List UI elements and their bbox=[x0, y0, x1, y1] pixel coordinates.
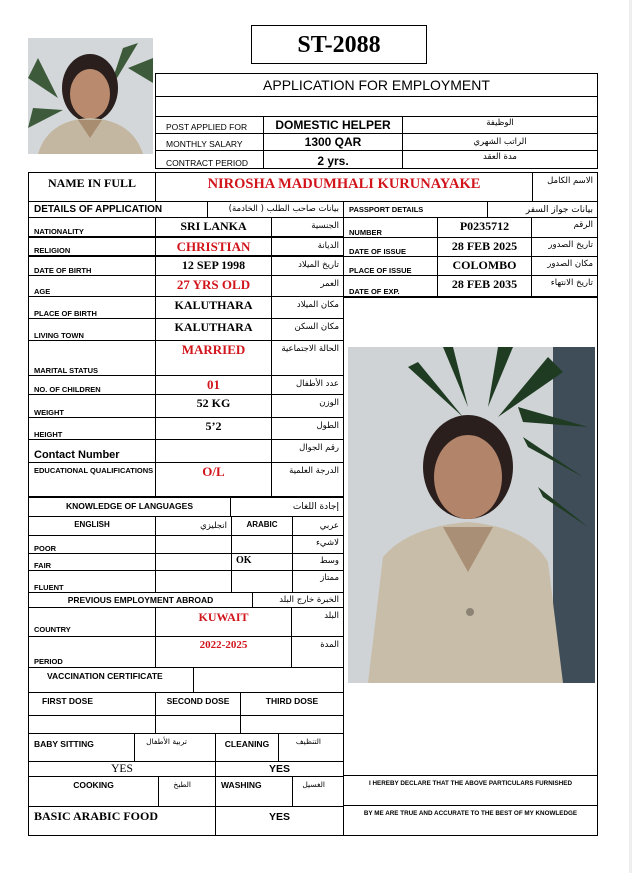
passport-row-value bbox=[437, 275, 532, 297]
row-label-text: PLACE OF BIRTH bbox=[34, 309, 97, 318]
level-label-text: FAIR bbox=[34, 561, 52, 570]
row-ar-text: الوزن bbox=[319, 398, 339, 408]
passport-ar-text: الرقم bbox=[573, 220, 593, 230]
application-row-label bbox=[28, 394, 156, 418]
post-applied-value-text: DOMESTIC HELPER bbox=[275, 118, 391, 132]
row-value-text: KALUTHARA bbox=[174, 320, 253, 334]
application-section-text: DETAILS OF APPLICATION bbox=[34, 204, 163, 215]
passport-row-value bbox=[437, 237, 532, 257]
application-row-value bbox=[155, 417, 272, 440]
application-section-ar-text: بيانات صاحب الطلب ( الخادمة) bbox=[228, 204, 339, 214]
period-value-text: 2022-2025 bbox=[199, 639, 248, 651]
application-row-label bbox=[28, 275, 156, 297]
baby-sitting-ar-text: تربية الأطفال bbox=[146, 737, 187, 746]
application-row-ar bbox=[271, 462, 344, 497]
passport-section-text: PASSPORT DETAILS bbox=[349, 205, 424, 214]
application-row-ar bbox=[271, 375, 344, 395]
level-ar-text: ممتاز bbox=[320, 573, 339, 583]
languages-section-ar-text: إجادة اللغات bbox=[292, 502, 339, 512]
english-header bbox=[28, 516, 156, 536]
post-applied-label-text: POST APPLIED FOR bbox=[166, 122, 248, 132]
salary-label-text: MONTHLY SALARY bbox=[166, 139, 243, 149]
row-label-text: EDUCATIONAL QUALIFICATIONS bbox=[34, 466, 154, 475]
application-row-label bbox=[28, 217, 156, 237]
english-level-value bbox=[155, 535, 232, 554]
application-row-label bbox=[28, 318, 156, 341]
row-label-text: AGE bbox=[34, 287, 51, 296]
level-label-text: FLUENT bbox=[34, 583, 64, 592]
passport-photo bbox=[28, 38, 153, 154]
full-length-photo bbox=[348, 347, 595, 683]
passport-label-text: DATE OF ISSUE bbox=[349, 247, 406, 256]
row-label-text: NATIONALITY bbox=[34, 227, 84, 236]
name-label bbox=[28, 172, 156, 202]
salary-value bbox=[263, 133, 403, 151]
application-row-ar bbox=[271, 394, 344, 418]
cleaning-ar-text: التنظيف bbox=[295, 737, 321, 746]
salary-ar-text: الراتب الشهري bbox=[473, 137, 527, 147]
country-ar-text: البلد bbox=[324, 611, 339, 621]
row-ar-text: عدد الأطفال bbox=[295, 379, 339, 389]
cleaning-ar bbox=[278, 733, 344, 762]
row-label-text: WEIGHT bbox=[34, 408, 64, 417]
second-dose-text: SECOND DOSE bbox=[166, 696, 230, 706]
cooking-value-text: BASIC ARABIC FOOD bbox=[34, 809, 159, 823]
passport-row-ar bbox=[531, 256, 598, 276]
passport-label-text: NUMBER bbox=[349, 228, 382, 237]
arabic-level-text: OK bbox=[236, 555, 252, 566]
row-ar-text: الحالة الاجتماعية bbox=[281, 344, 339, 354]
passport-ar-text: مكان الصدور bbox=[547, 259, 593, 269]
prev-employment-ar-text: الخبرة خارج البلد bbox=[279, 595, 339, 605]
passport-section-ar bbox=[487, 201, 598, 218]
passport-section-ar-text: بيانات جواز السفر bbox=[525, 205, 593, 215]
row-label-text: DATE OF BIRTH bbox=[34, 266, 92, 275]
row-ar-text: مكان السكن bbox=[294, 322, 339, 332]
vaccination-label bbox=[28, 667, 194, 693]
prev-employment-text: PREVIOUS EMPLOYMENT ABROAD bbox=[67, 595, 214, 605]
language-level-label bbox=[28, 535, 156, 554]
declaration-line-2-text: BY ME ARE TRUE AND ACCURATE TO THE BEST OF MY KNOWLEDGE bbox=[363, 810, 578, 817]
row-label-text: LIVING TOWN bbox=[34, 331, 84, 340]
application-row-ar bbox=[271, 340, 344, 376]
arabic-level-value bbox=[231, 570, 293, 593]
application-row-value bbox=[155, 256, 272, 276]
passport-row-ar bbox=[531, 217, 598, 238]
name-value-text: NIROSHA MADUMHALI KURUNAYAKE bbox=[207, 176, 481, 192]
application-row-value bbox=[155, 462, 272, 497]
baby-sitting-label bbox=[28, 733, 135, 762]
application-row-label bbox=[28, 340, 156, 376]
languages-section-label bbox=[28, 497, 231, 517]
row-label-text: NO. OF CHILDREN bbox=[34, 385, 101, 394]
passport-value-text: P0235712 bbox=[459, 219, 510, 233]
first-dose-value bbox=[28, 715, 156, 734]
application-section-ar bbox=[207, 201, 344, 218]
application-row-value bbox=[155, 375, 272, 395]
name-label-text: NAME IN FULL bbox=[47, 176, 136, 190]
country-label bbox=[28, 607, 156, 637]
row-value-text: CHRISTIAN bbox=[176, 239, 251, 254]
post-applied-label bbox=[155, 116, 264, 134]
period-value bbox=[155, 636, 292, 668]
level-label-text: POOR bbox=[34, 544, 57, 553]
passport-row-ar bbox=[531, 237, 598, 257]
language-level-ar bbox=[292, 553, 344, 571]
vaccination-label-text: VACCINATION CERTIFICATE bbox=[47, 671, 163, 681]
english-header-ar bbox=[155, 516, 232, 536]
application-row-value bbox=[155, 439, 272, 463]
prev-employment-label bbox=[28, 592, 253, 608]
third-dose-value bbox=[240, 715, 344, 734]
application-row-label bbox=[28, 462, 156, 497]
first-dose-text: FIRST DOSE bbox=[42, 696, 94, 706]
washing-ar-text: الغسيل bbox=[302, 780, 325, 789]
washing-text: WASHING bbox=[221, 780, 262, 790]
application-row-value bbox=[155, 217, 272, 237]
cooking-ar bbox=[158, 776, 216, 807]
english-ar-text: انجليزي bbox=[200, 521, 227, 531]
arabic-header bbox=[231, 516, 293, 536]
salary-label bbox=[155, 133, 264, 151]
cooking-text: COOKING bbox=[73, 780, 114, 790]
passport-ar-text: تاريخ الانتهاء bbox=[550, 278, 593, 288]
header-blank-row bbox=[155, 96, 598, 117]
name-label-ar bbox=[532, 172, 598, 202]
country-ar bbox=[291, 607, 344, 637]
cleaning-value-text: YES bbox=[268, 763, 290, 775]
application-row-label bbox=[28, 256, 156, 276]
washing-value bbox=[215, 806, 344, 836]
passport-value-text: COLOMBO bbox=[452, 258, 517, 272]
declaration-line-1 bbox=[343, 775, 598, 806]
post-applied-ar bbox=[402, 116, 598, 134]
cleaning-value bbox=[215, 761, 344, 777]
passport-row-ar bbox=[531, 275, 598, 297]
contract-ar-text: مدة العقد bbox=[483, 152, 517, 162]
arabic-level-value bbox=[231, 535, 293, 554]
arabic-level-value bbox=[231, 553, 293, 571]
name-ar-text: الاسم الكامل bbox=[547, 176, 593, 186]
period-label bbox=[28, 636, 156, 668]
application-row-label bbox=[28, 375, 156, 395]
cleaning-text: CLEANING bbox=[224, 739, 270, 749]
row-ar-text: رقم الجوال bbox=[299, 443, 339, 453]
application-row-ar bbox=[271, 275, 344, 297]
row-ar-text: الدرجة العلمية bbox=[289, 466, 339, 476]
row-ar-text: الديانة bbox=[317, 241, 339, 251]
baby-sitting-text: BABY SITTING bbox=[34, 739, 94, 749]
period-ar-text: المدة bbox=[320, 640, 339, 650]
passport-section-label bbox=[343, 201, 488, 218]
english-level-value bbox=[155, 553, 232, 571]
name-value bbox=[155, 172, 533, 202]
row-value-text: 52 KG bbox=[196, 396, 231, 410]
post-applied-ar-text: الوظيفة bbox=[486, 118, 514, 128]
languages-section-text: KNOWLEDGE OF LANGUAGES bbox=[65, 501, 194, 511]
contract-value bbox=[263, 150, 403, 169]
row-label-text: RELIGION bbox=[34, 246, 71, 255]
cooking-ar-text: الطبخ bbox=[173, 780, 191, 789]
application-row-value bbox=[155, 394, 272, 418]
row-value-text: SRI LANKA bbox=[180, 219, 247, 233]
passport-row-label bbox=[343, 237, 438, 257]
contract-ar bbox=[402, 150, 598, 169]
application-row-ar bbox=[271, 237, 344, 256]
country-label-text: COUNTRY bbox=[34, 625, 71, 634]
post-applied-value bbox=[263, 116, 403, 134]
first-dose-label bbox=[28, 692, 156, 716]
application-row-ar bbox=[271, 296, 344, 319]
language-level-label bbox=[28, 553, 156, 571]
application-row-ar bbox=[271, 417, 344, 440]
third-dose-label bbox=[240, 692, 344, 716]
form-title-text: APPLICATION FOR EMPLOYMENT bbox=[263, 77, 490, 93]
application-row-ar bbox=[271, 256, 344, 276]
period-label-text: PERIOD bbox=[34, 657, 63, 666]
row-ar-text: الطول bbox=[316, 421, 339, 431]
passport-row-value bbox=[437, 256, 532, 276]
english-level-value bbox=[155, 570, 232, 593]
level-ar-text: لاشيء bbox=[315, 538, 339, 548]
third-dose-text: THIRD DOSE bbox=[265, 696, 319, 706]
passport-row-value bbox=[437, 217, 532, 238]
baby-sitting-ar bbox=[134, 733, 216, 762]
application-row-label bbox=[28, 417, 156, 440]
english-header-text: ENGLISH bbox=[74, 520, 110, 529]
passport-value-text: 28 FEB 2035 bbox=[451, 277, 518, 291]
application-row-value bbox=[155, 340, 272, 376]
row-value-text: O/L bbox=[202, 464, 225, 479]
vaccination-value bbox=[193, 667, 344, 693]
baby-sitting-value-text: YES bbox=[111, 763, 133, 775]
form-title bbox=[155, 73, 598, 97]
application-section-label bbox=[28, 201, 208, 218]
language-level-ar bbox=[292, 570, 344, 593]
row-value-text: MARRIED bbox=[181, 342, 246, 357]
passport-row-label bbox=[343, 256, 438, 276]
application-row-value bbox=[155, 237, 272, 256]
application-row-value bbox=[155, 275, 272, 297]
passport-row-label bbox=[343, 217, 438, 238]
row-label-text: HEIGHT bbox=[34, 430, 63, 439]
country-value-text: KUWAIT bbox=[198, 610, 249, 624]
salary-ar bbox=[402, 133, 598, 151]
salary-value-text: 1300 QAR bbox=[304, 135, 362, 149]
passport-row-label bbox=[343, 275, 438, 297]
row-label-text: Contact Number bbox=[34, 449, 120, 461]
row-ar-text: الجنسية bbox=[311, 221, 339, 231]
application-row-value bbox=[155, 296, 272, 319]
passport-value-text: 28 FEB 2025 bbox=[451, 239, 518, 253]
row-value-text: KALUTHARA bbox=[174, 298, 253, 312]
application-row-label bbox=[28, 296, 156, 319]
washing-value-text: YES bbox=[268, 811, 290, 823]
application-row-label bbox=[28, 237, 156, 256]
row-value-text: 01 bbox=[207, 377, 220, 392]
cleaning-label bbox=[215, 733, 279, 762]
row-ar-text: تاريخ الميلاد bbox=[298, 260, 339, 270]
contract-label bbox=[155, 150, 264, 169]
arabic-header-text: ARABIC bbox=[246, 520, 278, 529]
level-ar-text: وسط bbox=[319, 556, 339, 566]
washing-label bbox=[215, 776, 293, 807]
declaration-line-1-text: I HEREBY DECLARE THAT THE ABOVE PARTICULARS FURNISHED bbox=[368, 780, 573, 787]
row-ar-text: مكان الميلاد bbox=[296, 300, 339, 310]
application-row-label bbox=[28, 439, 156, 463]
passport-label-text: DATE OF EXP. bbox=[349, 287, 400, 296]
declaration-line-2 bbox=[343, 805, 598, 836]
row-value-text: 12 SEP 1998 bbox=[181, 258, 246, 272]
passport-label-text: PLACE OF ISSUE bbox=[349, 266, 412, 275]
languages-section-ar bbox=[230, 497, 344, 517]
reference-code: ST-2088 bbox=[251, 25, 427, 64]
country-value bbox=[155, 607, 292, 637]
cooking-label bbox=[28, 776, 159, 807]
row-ar-text: العمر bbox=[320, 279, 339, 289]
cooking-value bbox=[28, 806, 216, 836]
arabic-ar-text: عربي bbox=[319, 521, 339, 531]
application-row-ar bbox=[271, 318, 344, 341]
row-label-text: MARITAL STATUS bbox=[34, 366, 99, 375]
language-level-label bbox=[28, 570, 156, 593]
language-level-ar bbox=[292, 535, 344, 554]
application-row-ar bbox=[271, 439, 344, 463]
prev-employment-ar bbox=[252, 592, 344, 608]
application-row-value bbox=[155, 318, 272, 341]
row-value-text: 27 YRS OLD bbox=[176, 277, 251, 292]
application-row-ar bbox=[271, 217, 344, 237]
second-dose-label bbox=[155, 692, 241, 716]
row-value-text: 5’2 bbox=[205, 419, 222, 433]
contract-label-text: CONTRACT PERIOD bbox=[166, 158, 249, 168]
second-dose-value bbox=[155, 715, 241, 734]
washing-ar bbox=[292, 776, 344, 807]
period-ar bbox=[291, 636, 344, 668]
arabic-header-ar bbox=[292, 516, 344, 536]
passport-ar-text: تاريخ الصدور bbox=[548, 240, 593, 250]
baby-sitting-value bbox=[28, 761, 216, 777]
contract-value-text: 2 yrs. bbox=[317, 154, 349, 168]
